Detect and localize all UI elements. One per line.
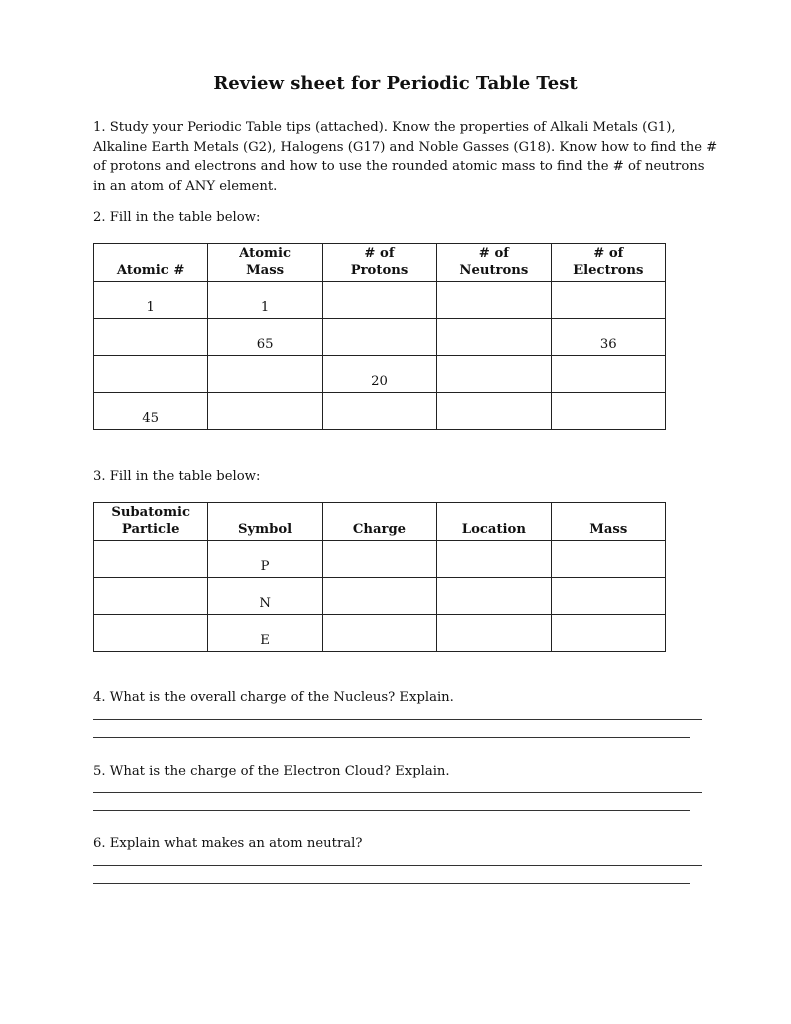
table-cell[interactable] xyxy=(322,541,436,578)
table-cell[interactable]: 65 xyxy=(208,319,322,356)
question-1-line: of protons and electrons and how to use the rounded atomic mass to find the # of neutrons xyxy=(93,159,705,174)
table-header-row xyxy=(94,503,666,541)
table-row xyxy=(94,541,666,578)
header-label-line2: Neutrons xyxy=(459,263,529,278)
question-3-prompt: 3. Fill in the table below: xyxy=(93,469,261,484)
header-label-line1: # of xyxy=(593,246,624,261)
table-row xyxy=(94,282,666,319)
header-label-line1: # of xyxy=(364,246,395,261)
table-cell[interactable] xyxy=(208,393,322,430)
header-atomic-number xyxy=(94,244,208,282)
question-1-line: Alkaline Earth Metals (G2), Halogens (G17) and Noble Gasses (G18). Know how to find the # xyxy=(93,139,718,155)
header-label-line2: Protons xyxy=(350,263,409,278)
header-mass xyxy=(551,503,665,541)
table-cell[interactable]: 20 xyxy=(322,356,436,393)
subatomic-particle-table xyxy=(93,502,666,652)
table-cell[interactable] xyxy=(322,615,436,652)
answer-line[interactable] xyxy=(93,883,690,884)
header-location xyxy=(437,503,551,541)
table-cell[interactable] xyxy=(437,356,551,393)
table-cell[interactable] xyxy=(551,356,665,393)
table-cell[interactable] xyxy=(437,319,551,356)
table-cell[interactable] xyxy=(94,578,208,615)
table-cell[interactable] xyxy=(551,578,665,615)
table-cell[interactable] xyxy=(437,282,551,319)
table-header-row xyxy=(94,244,666,282)
question-1 xyxy=(93,118,718,196)
question-1-line: in an atom of ANY element. xyxy=(93,178,278,194)
table-cell[interactable] xyxy=(94,356,208,393)
question-1-line: 1. Study your Periodic Table tips (attached). Know the properties of Alkali Metals (G1), xyxy=(93,120,676,135)
table-cell[interactable]: P xyxy=(208,541,322,578)
question-4-prompt: 4. What is the overall charge of the Nucleus? Explain. xyxy=(93,690,454,705)
table-cell[interactable] xyxy=(551,541,665,578)
header-protons xyxy=(322,244,436,282)
header-label: Symbol xyxy=(238,522,293,537)
table-cell[interactable] xyxy=(551,615,665,652)
header-neutrons xyxy=(437,244,551,282)
header-label-line2: Particle xyxy=(121,522,180,537)
table-cell[interactable] xyxy=(437,393,551,430)
header-label: Atomic # xyxy=(116,263,185,278)
question-6-prompt: 6. Explain what makes an atom neutral? xyxy=(93,836,363,851)
header-label-line2: Mass xyxy=(246,263,285,278)
table-cell[interactable]: 1 xyxy=(208,282,322,319)
header-charge xyxy=(322,503,436,541)
header-label-line1: Subatomic xyxy=(111,505,191,520)
table-row xyxy=(94,356,666,393)
table-cell[interactable] xyxy=(94,541,208,578)
answer-line[interactable] xyxy=(93,792,702,793)
header-label: Location xyxy=(461,522,526,537)
answer-line[interactable] xyxy=(93,865,702,866)
question-5-prompt: 5. What is the charge of the Electron Cloud? Explain. xyxy=(93,764,450,779)
table-cell[interactable]: 45 xyxy=(94,393,208,430)
atomic-data-table xyxy=(93,243,666,430)
table-row xyxy=(94,578,666,615)
header-subatomic-particle xyxy=(94,503,208,541)
header-electrons xyxy=(551,244,665,282)
header-symbol xyxy=(208,503,322,541)
page-title: Review sheet for Periodic Table Test xyxy=(213,73,578,94)
header-label: Mass xyxy=(589,522,628,537)
table-cell[interactable] xyxy=(208,356,322,393)
answer-line[interactable] xyxy=(93,719,702,720)
table-cell[interactable]: 1 xyxy=(94,282,208,319)
table-cell[interactable] xyxy=(437,578,551,615)
table-cell[interactable] xyxy=(437,541,551,578)
table-cell[interactable] xyxy=(437,615,551,652)
question-2-prompt: 2. Fill in the table below: xyxy=(93,210,261,225)
table-cell[interactable] xyxy=(322,393,436,430)
table-cell[interactable] xyxy=(551,393,665,430)
answer-line[interactable] xyxy=(93,737,690,738)
table-row xyxy=(94,319,666,356)
table-row xyxy=(94,615,666,652)
table-cell[interactable] xyxy=(322,319,436,356)
table-cell[interactable] xyxy=(322,578,436,615)
header-atomic-mass xyxy=(208,244,322,282)
table-cell[interactable]: N xyxy=(208,578,322,615)
header-label-line1: Atomic xyxy=(239,246,292,261)
table-row xyxy=(94,393,666,430)
header-label-line2: Electrons xyxy=(573,263,644,278)
table-cell[interactable] xyxy=(94,319,208,356)
table-cell[interactable] xyxy=(94,615,208,652)
answer-line[interactable] xyxy=(93,810,690,811)
table-cell[interactable] xyxy=(322,282,436,319)
table-cell[interactable] xyxy=(551,282,665,319)
header-label-line1: # of xyxy=(478,246,509,261)
table-cell[interactable]: E xyxy=(208,615,322,652)
header-label: Charge xyxy=(352,522,407,537)
table-cell[interactable]: 36 xyxy=(551,319,665,356)
